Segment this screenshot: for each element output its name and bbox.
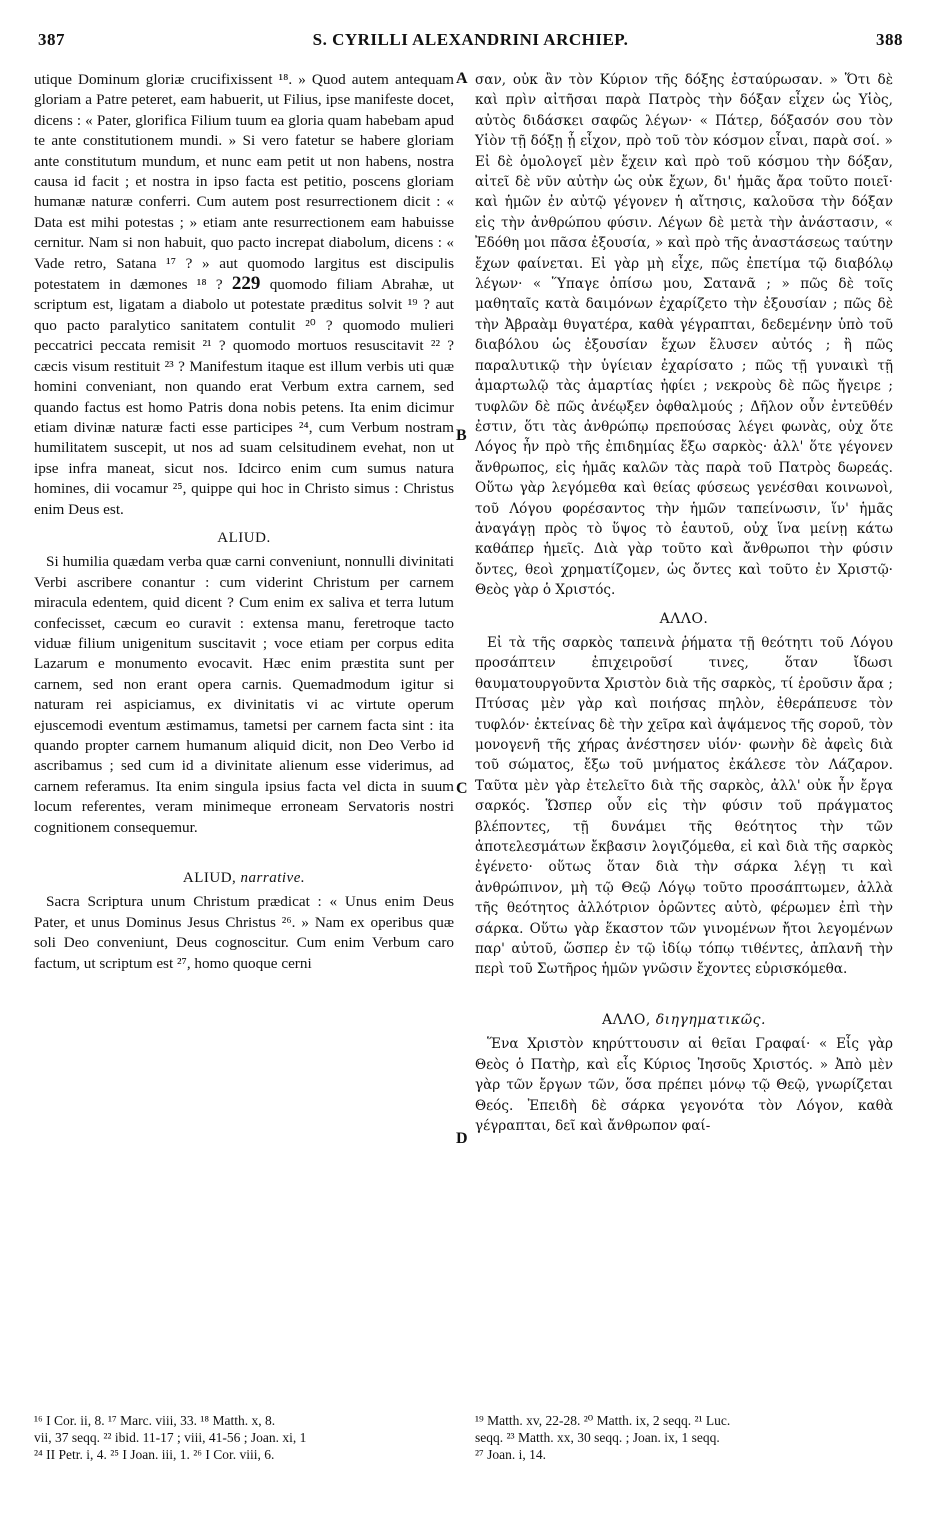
footnotes-right [475,1412,895,1463]
latin-paragraph-3: Sacra Scriptura unum Christum prædicat : « Unus enim Deus Pater, et unus Dominus Jesus Christus ²⁶. » Nam ex operibus quæ soli Deo conveniunt, Deus cognoscitur. Cum enim Verbum caro factum, ut scriptum est ²⁷, homo quoque cerni [34,893,454,972]
running-header [38,30,903,54]
greek-column [475,70,893,1136]
latin-heading-3-main: ALIUD, [182,870,237,887]
running-title: S. CYRILLI ALEXANDRINI ARCHIEP. [312,30,629,49]
margin-marker-d: D [456,1130,468,1147]
latin-paragraph-2: Si humilia quædam verba quæ carni conveniunt, nonnulli divinitati Verbi ascribere conantur : cum viderint Christum per carnem miracula edentem, quid dicent ? Cum enim ex saliva et terra lutum confecisset, cæcum eo curavit : extensa manu, feretroque tacto viduæ filium unigenitum suscitavit ; voce etiam per corpus edita Lazarum e monumento evocavit. Hæc enim præstita sunt per carnem, sed non erant opera carnis. Quemadmodum igitur si naturam rei aspiciamus, ex divinitatis vi ac virtute operum ejuscemodi eventum æstimamus, tametsi per carnem facta sint : ita quando propter carnem humanum aliquid dicit, non Deo Verbo id ascribamus ; sed cum id a divinitate alienum esse viderimus, ad carnem referamus. Ita enim singula ipsius facta vel dicta in suum locum referentes, veram minimeque erroneam Servatoris nostri cognitionem consequemur. [34,553,454,836]
footnote-line: ²⁷ Joan. i, 14. [475,1447,547,1462]
footnote-line: vii, 37 seqq. ²² ibid. 11-17 ; viii, 41-56 ; Joan. xi, 1 [34,1430,307,1445]
footnotes-left [34,1412,464,1463]
footnote-line: ¹⁶ I Cor. ii, 8. ¹⁷ Marc. viii, 33. ¹⁸ Matth. x, 8. [34,1413,276,1428]
column-number: 229 [231,273,261,295]
margin-marker-a: A [456,70,468,87]
margin-marker-b: B [456,427,467,444]
latin-heading-3-italic: narrative. [240,870,306,887]
latin-paragraph-1 [34,70,454,520]
footnote-line: ¹⁹ Matth. xv, 22-28. ²⁰ Matth. ix, 2 seqq. ²¹ Luc. [475,1413,731,1428]
page-number-left: 387 [38,30,65,49]
greek-paragraph-3: Ἕνα Χριστὸν κηρύττουσιν αἱ θεῖαι Γραφαί· « Εἷς γὰρ Θεὸς ὁ Πατὴρ, καὶ εἷς Κύριος Ἰησοῦς Χριστός. » Ἀπὸ μὲν γὰρ τῶν ἔργων τῶν, ὅσα πρέπει μόνῳ τῷ Θεῷ, γνωρίζεται Θεός. Ἐπειδὴ δὲ σάρκα γεγονότα τὸν Λόγον, καθὰ γέγραπται, δεῖ καὶ ἄνθρωπον φαί- [475,1036,893,1134]
footnote-line: seqq. ²³ Matth. xx, 30 seqq. ; Joan. ix, 1 seqq. [475,1430,720,1445]
margin-marker-c: C [456,780,468,797]
latin-section-heading-aliud: ALIUD. [217,529,271,546]
latin-section-heading-narrative [34,868,454,888]
greek-paragraph-1: σαν, οὐκ ἂν τὸν Κύριον τῆς δόξης ἐσταύρωσαν. » Ὅτι δὲ καὶ πρὶν αἰτῆσαι παρὰ Πατρὸς τὴν δόξαν εἶχεν ὡς Υἱὸς, αὐτὸς διδάσκει σαφῶς λέγων· « Πάτερ, δόξασόν σου τὸν Υἱὸν τῇ δόξῃ ᾗ εἶχον, πρὸ τοῦ τὸν κόσμον εἶναι, παρὰ σοί. » Εἰ δὲ ὁμολογεῖ μὲν ἔχειν καὶ πρὸ τοῦ κόσμου τὴν δόξαν, αἰτεῖ δὲ νῦν αὐτὴν ὡς οὐκ ἔχων, δι' ἡμᾶς ἄρα τοῦτο ποιεῖ· καὶ ἡμῶν ἐν αὐτῷ γέγονεν ἡ αἴτησις, καλοῦσα τὴν δόξαν εἰς τὴν ἀνθρώπου φύσιν. Λέγων δὲ μετὰ τὴν ἀνάστασιν, « Ἐδόθη μοι πᾶσα ἐξουσία, » καὶ πρὸ τῆς ἀναστάσεως ταύτην ἔχων φαίνεται. Εἰ γὰρ μὴ εἶχε, πῶς ἐπετίμα τῷ διαβόλῳ λέγων· « Ὕπαγε ὀπίσω μου, Σατανᾶ ; » πῶς δὲ τοῖς μαθηταῖς κατὰ δαιμόνων ἐχαρίζετο τὴν ἐξουσίαν ; πῶς δὲ τὴν Ἀβραὰμ θυγατέρα, καθὰ γέγραπται, δεδεμένην ὑπὸ τοῦ διαβόλου ὡς ἐξουσίαν ἔχων ἔλυσεν αὐτός ; ἢ πῶς παραλυτικῷ τὴν ὑγίειαν ἐχαρίσατο ; πῶς τῇ γυναικὶ τῇ ἁμαρτωλῷ τὰς ἁμαρτίας ἠφίει ; νεκροὺς δὲ πῶς ἤγειρε ; τυφλῶν δὲ πῶς ἀνέῳξεν ὀφθαλμούς ; Δῆλον οὖν ἐντεῦθέν ἐστιν, ὅτι τὰς ἀνθρώπῳ πρεπούσας λέγει φωνὰς, οὐχ ὅτε Λόγος ἦν πρὸ τῆς ἐπιδημίας ἔξω σαρκὸς· ἀλλ' ὅτε γέγονεν ἄνθρωπος, εἰς ἡμᾶς καλῶν τὰς παρὰ τοῦ Πατρὸς δωρεάς. Οὕτω γὰρ λεγόμεθα καὶ θείας φύσεως γενέσθαι κοινωνοὶ, τοῦ Λόγου φορέσαντος τὴν ἡμῶν ταπείνωσιν, ἵν' ἡμᾶς ἀναγάγῃ πρὸς τὸ ὕψος τὸ ἑαυτοῦ, οὐχ ἵνα μείνῃ κάτω καθάπερ ἡμεῖς. Διὰ γὰρ τοῦτο καὶ ἄνθρωποι τὴν φύσιν ὄντες, θεοὶ χρηματίζομεν, ὡς ὄντες καὶ τοῦτο ἐν Χριστῷ· Θεὸς γὰρ ὁ Χριστός. [475,72,893,599]
greek-heading-3-italic: διηγηματικῶς. [655,1011,766,1028]
footnote-line: ²⁴ II Petr. i, 4. ²⁵ I Joan. iii, 1. ²⁶ I Cor. viii, 6. [34,1447,275,1462]
greek-paragraph-2: Εἰ τὰ τῆς σαρκὸς ταπεινὰ ῥήματα τῇ θεότητι τοῦ Λόγου προσάπτειν ἐπιχειροῦσί τινες, ὅταν ἴδωσι θαυματουργοῦντα Χριστὸν διὰ τῆς σαρκὸς, τί ἐροῦσιν ἄρα ; Πτύσας μὲν γὰρ καὶ ποιήσας πηλὸν, ἐθεράπευσε τὸν τυφλόν· ἐκτείνας δὲ τὴν χεῖρα καὶ ἁψάμενος τῆς σοροῦ, τὸν μονογενῆ τῆς χήρας ἀνέστησεν υἱόν· φωνὴν δὲ ἀφεὶς διὰ τοῦ σώματος, ἔξω τοῦ μνήματος ἐκάλεσε τὸν Λάζαρον. Ταῦτα μὲν γὰρ ἐτελεῖτο διὰ τῆς σαρκὸς, ἀλλ' οὐκ ἦν ἔργα σαρκός. Ὥσπερ οὖν εἰς τὴν φύσιν τοῦ πράγματος βλέποντες, τῇ δυνάμει τῆς θεότητος τὴν τῶν ἀποτελεσμάτων ἔκβασιν λογιζόμεθα, εἰ καὶ διὰ τῆς σαρκὸς ἐγένετο· οὕτως ὅταν διὰ τὴν σάρκα λέγῃ τι καὶ ἀνθρώπινον, μὴ τῷ Θεῷ Λόγῳ τοῦτο προσάπτωμεν, ἀλλὰ τῆς θεότητος ἀλλότριον ὁρῶντες αὐτὸ, φέρωμεν ἐπὶ τὴν σάρκα. Οὕτω γὰρ ἕκαστον τῶν γινομένων ἤτοι λεγομένων παρ' αὐτοῦ, ὥσπερ ἐν τῷ ἰδίῳ τόπῳ τιθέντες, ἀπλανῆ τὴν περὶ τοῦ Σωτῆρος ἡμῶν γνῶσιν ἔχοντες εὑρισκόμεθα. [475,634,893,978]
latin-paragraph-1-part-b: quomodo filiam Abrahæ, ut scriptum est, ligatam a diabolo ut potestate præditus solvit ¹⁹ ? aut quo pacto paralytico sanitatem contulit ²⁰ ? quomodo mulieri peccatrici peccata remisit ²¹ ? quomodo mortuos resuscitavit ²² ? cæcis visum restituit ²³ ? Manifestum itaque est illum verbis uti quæ homini conveniant, non quando erat Verbum extra carnem, sed quando factus est homo Patris dona nobis petens. Ita enim dicimur etiam divinæ naturæ facti esse participes ²⁴, cum Verbum nostram humilitatem suscepit, ut nos ad suam celsitudinem evehat, non ut ipse infra maneat, sicut nos. Idcirco enim cum sumus natura homines, dii vocamur ²⁵, quippe qui hoc in Christo simus : Christus enim Deus est. [34,276,454,518]
latin-paragraph-1-part-a: utique Dominum gloriæ crucifixissent ¹⁸. » Quod autem antequam gloriam a Patre peteret, eam habuerit, ut Filius, ipse manifeste docet, dicens : « Pater, glorifica Filium tuum ea gloria quam habebam apud te ante constitutionem mundi. » Si vero fatetur se habere gloriam ante constitutum mundum, et nunc eam petit ut non habens, nostra causa id facit ; et nostra in ipso facta est petitio, poscens gloriam humanæ naturæ conferri. Cum autem post resurrectionem dicit : « Data est mihi potestas ; » etiam ante resurrectionem eam habuisse cernitur. Nam si non habuit, quo pacto increpat diabolum, dicens : « Vade retro, Satana ¹⁷ ? » aut quomodo largitus est discipulis potestatem in dæmones ¹⁸ ? [34,71,454,294]
page-number-right: 388 [876,30,903,49]
latin-column [34,70,454,974]
greek-section-heading-allo: ΑΛΛΟ. [659,610,709,627]
greek-heading-3-main: ΑΛΛΟ, [602,1011,651,1028]
greek-section-heading-narrative [475,1010,893,1030]
